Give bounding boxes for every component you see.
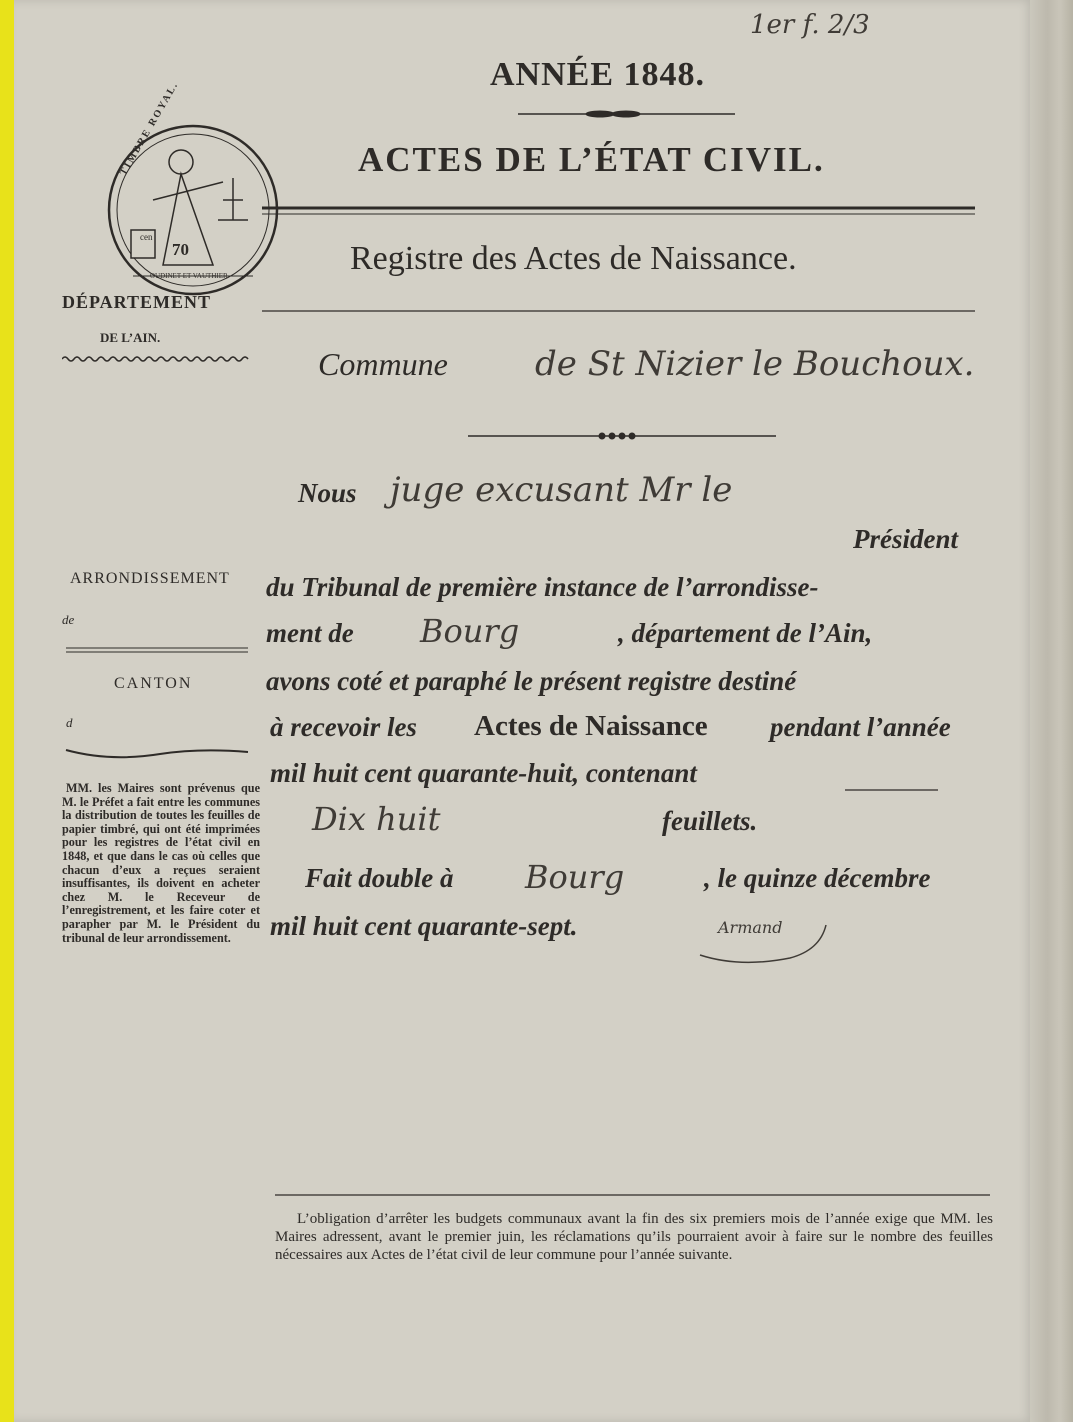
main-title: ACTES DE L’ÉTAT CIVIL. xyxy=(358,140,825,179)
arrondissement-prefix: de xyxy=(62,612,75,627)
declaration-line-4c: pendant l’année xyxy=(770,712,951,742)
commune-label: Commune xyxy=(318,346,448,382)
nous-label: Nous xyxy=(298,478,357,508)
declaration-line-8: mil huit cent quarante-sept. xyxy=(270,911,578,941)
arrondissement-handwritten: Bourg xyxy=(420,612,520,650)
canton-prefix: d xyxy=(66,715,73,730)
declaration-line-1: du Tribunal de première instance de l’arrondisse- xyxy=(266,572,819,602)
stamp-printer: OUDINET ET VAUTHIER xyxy=(150,272,228,280)
declaration-line-7a: Fait double à xyxy=(305,863,454,893)
commune-value: de St Nizier le Bouchoux. xyxy=(535,344,975,384)
declaration-line-2a: ment de xyxy=(266,618,354,648)
department-label: DÉPARTEMENT xyxy=(62,292,212,312)
budget-notice: L’obligation d’arrêter les budgets communaux avant la fin des six premiers mois de l’année exige que MM. les Maires adressent, avant le premier juin, les réclamations qu’ils pourraient avoir à faire sur le nombre des feuilles nécessaires aux Actes de l’état civil de leur commune pour l’année suivante. xyxy=(275,1211,993,1263)
register-title: Registre des Actes de Naissance. xyxy=(350,240,797,277)
arrondissement-label: ARRONDISSEMENT xyxy=(70,570,230,587)
declaration-line-7b: , le quinze décembre xyxy=(704,863,931,893)
year-title: ANNÉE 1848. xyxy=(490,56,706,93)
stamp-value: 70 xyxy=(172,240,189,259)
signature: Armand xyxy=(718,918,783,937)
stamp-top-text: TIMBRE ROYAL. xyxy=(118,79,181,178)
ornament-mid xyxy=(468,433,776,439)
folio-note: 1er f. 2/3 xyxy=(750,10,870,40)
declaration-line-3: avons coté et paraphé le présent registre destiné xyxy=(266,666,797,696)
declaration-line-6: feuillets. xyxy=(662,806,758,836)
declaration-line-2b: , département de l’Ain, xyxy=(618,618,873,648)
stamp-unit: cen xyxy=(140,232,153,242)
president-label: Président xyxy=(853,524,958,554)
place-handwritten: Bourg xyxy=(525,858,625,896)
nous-handwritten: juge excusant Mr le xyxy=(390,470,733,510)
ornament-top xyxy=(518,111,735,117)
declaration-line-5: mil huit cent quarante-huit, contenant xyxy=(270,758,697,788)
department-value: DE L’AIN. xyxy=(100,330,161,345)
declaration-line-4a: à recevoir les xyxy=(270,712,417,742)
sheet-count-handwritten: Dix huit xyxy=(312,800,441,838)
canton-label: CANTON xyxy=(114,675,193,692)
wavy-divider xyxy=(62,354,252,364)
mayors-notice: MM. les Maires sont prévenus que M. le Préfet a fait entre les communes la distribution de toutes les feuilles de papier timbré, qui ont été imprimées pour les registres de l’état civil en 1848, et que dans le cas où celles que chacun d’eux a reçues seraient insuffisantes, ils doivent en acheter chez M. le Receveur de l’enregistrement, et les faire coter et parapher par M. le Président du tribunal de leur arrondissement. xyxy=(62,781,260,945)
declaration-line-4b: Actes de Naissance xyxy=(474,710,708,742)
